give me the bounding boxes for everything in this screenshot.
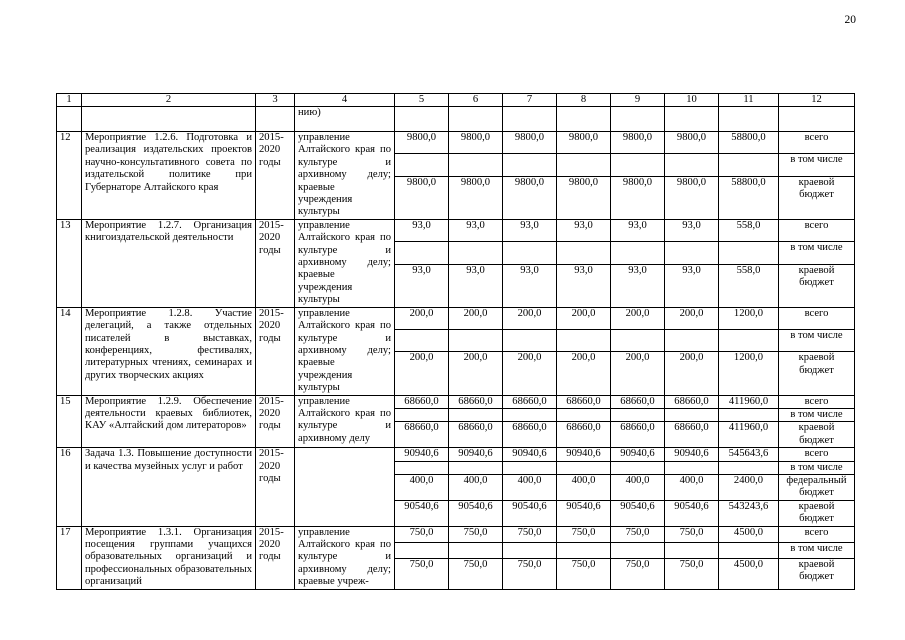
value-cell — [503, 542, 557, 558]
value-cell — [665, 542, 719, 558]
header-cell: 5 — [395, 94, 449, 107]
activity-name: Мероприятие 1.2.6. Подготовка и реализация издательских проектов научно-консультативного совета по издательской политике при Губернаторе Алтайского края — [82, 132, 256, 220]
funding-source: в том числе — [779, 461, 855, 474]
continuation-cell — [395, 107, 449, 132]
value-cell: 750,0 — [611, 526, 665, 542]
funding-source: в том числе — [779, 408, 855, 421]
executor: управление Алтайского края по культуре и архивному делу — [295, 395, 395, 448]
value-cell — [719, 330, 779, 352]
value-cell: 9800,0 — [395, 132, 449, 154]
value-cell — [557, 461, 611, 474]
value-cell: 750,0 — [665, 526, 719, 542]
value-cell — [719, 408, 779, 421]
value-cell: 90940,6 — [503, 448, 557, 461]
value-cell: 750,0 — [503, 558, 557, 589]
value-cell: 1200,0 — [719, 307, 779, 329]
table-row — [57, 395, 855, 408]
continuation-cell — [557, 107, 611, 132]
funding-source: федеральный бюджет — [779, 474, 855, 500]
value-cell: 750,0 — [557, 558, 611, 589]
value-cell: 2400,0 — [719, 474, 779, 500]
value-cell: 750,0 — [503, 526, 557, 542]
header-cell: 8 — [557, 94, 611, 107]
header-cell: 7 — [503, 94, 557, 107]
continuation-cell — [779, 107, 855, 132]
value-cell — [395, 461, 449, 474]
value-cell: 558,0 — [719, 264, 779, 307]
period: 2015-2020 годы — [256, 307, 295, 395]
page-number: 20 — [844, 14, 856, 26]
value-cell: 90940,6 — [395, 448, 449, 461]
value-cell: 9800,0 — [449, 176, 503, 219]
funding-source: всего — [779, 307, 855, 329]
value-cell: 68660,0 — [503, 395, 557, 408]
header-cell: 11 — [719, 94, 779, 107]
value-cell: 9800,0 — [503, 176, 557, 219]
value-cell: 4500,0 — [719, 558, 779, 589]
row-number: 14 — [57, 307, 82, 395]
continuation-cell — [611, 107, 665, 132]
value-cell: 750,0 — [611, 558, 665, 589]
value-cell: 68660,0 — [611, 395, 665, 408]
value-cell: 200,0 — [665, 352, 719, 395]
table-row — [57, 132, 855, 154]
value-cell: 93,0 — [503, 264, 557, 307]
value-cell: 93,0 — [449, 219, 503, 241]
row-number: 16 — [57, 448, 82, 526]
value-cell — [395, 154, 449, 176]
funding-source: краевой бюджет — [779, 176, 855, 219]
executor: управление Алтайского края по культуре и архивному делу; краевые учреждения культуры — [295, 132, 395, 220]
value-cell — [719, 242, 779, 264]
value-cell: 400,0 — [665, 474, 719, 500]
value-cell: 543243,6 — [719, 500, 779, 526]
value-cell — [449, 461, 503, 474]
executor: управление Алтайского края по культуре и архивному делу; краевые учреждения культуры — [295, 307, 395, 395]
continuation-cell — [82, 107, 256, 132]
value-cell: 400,0 — [503, 474, 557, 500]
value-cell: 68660,0 — [665, 395, 719, 408]
value-cell: 93,0 — [395, 219, 449, 241]
value-cell: 90540,6 — [449, 500, 503, 526]
row-number: 13 — [57, 219, 82, 307]
value-cell — [557, 408, 611, 421]
value-cell: 200,0 — [395, 352, 449, 395]
value-cell: 400,0 — [557, 474, 611, 500]
funding-source: краевой бюджет — [779, 500, 855, 526]
value-cell — [719, 542, 779, 558]
funding-source: всего — [779, 395, 855, 408]
value-cell: 750,0 — [395, 558, 449, 589]
value-cell: 68660,0 — [611, 422, 665, 448]
funding-source: в том числе — [779, 542, 855, 558]
value-cell — [449, 542, 503, 558]
period: 2015-2020 годы — [256, 395, 295, 448]
row-number: 12 — [57, 132, 82, 220]
value-cell: 200,0 — [611, 307, 665, 329]
value-cell: 68660,0 — [557, 395, 611, 408]
value-cell: 750,0 — [395, 526, 449, 542]
value-cell: 400,0 — [449, 474, 503, 500]
funding-source: всего — [779, 132, 855, 154]
value-cell: 750,0 — [449, 526, 503, 542]
table-row — [57, 219, 855, 241]
value-cell: 90940,6 — [611, 448, 665, 461]
value-cell — [665, 330, 719, 352]
table-row — [57, 526, 855, 542]
value-cell: 200,0 — [395, 307, 449, 329]
value-cell: 1200,0 — [719, 352, 779, 395]
funding-source: всего — [779, 448, 855, 461]
continuation-cell — [57, 107, 82, 132]
value-cell — [503, 330, 557, 352]
value-cell — [395, 330, 449, 352]
value-cell: 93,0 — [503, 219, 557, 241]
header-cell: 9 — [611, 94, 665, 107]
period: 2015-2020 годы — [256, 219, 295, 307]
value-cell — [719, 461, 779, 474]
value-cell — [503, 154, 557, 176]
value-cell: 750,0 — [449, 558, 503, 589]
header-cell: 12 — [779, 94, 855, 107]
value-cell: 750,0 — [557, 526, 611, 542]
value-cell — [557, 330, 611, 352]
value-cell — [449, 330, 503, 352]
value-cell: 200,0 — [611, 352, 665, 395]
continuation-row — [57, 107, 855, 132]
header-cell: 2 — [82, 94, 256, 107]
value-cell: 200,0 — [503, 307, 557, 329]
value-cell: 93,0 — [557, 219, 611, 241]
value-cell — [395, 242, 449, 264]
value-cell — [611, 242, 665, 264]
continuation-cell — [665, 107, 719, 132]
value-cell: 93,0 — [557, 264, 611, 307]
activity-name: Мероприятие 1.2.7. Организация книгоиздательской деятельности — [82, 219, 256, 307]
value-cell — [665, 242, 719, 264]
funding-source: всего — [779, 219, 855, 241]
value-cell: 200,0 — [449, 307, 503, 329]
value-cell: 411960,0 — [719, 395, 779, 408]
header-cell: 4 — [295, 94, 395, 107]
activity-name: Мероприятие 1.3.1. Организация посещения группами учащихся образовательных организаций и профессиональных образовательных организаций — [82, 526, 256, 589]
value-cell: 750,0 — [665, 558, 719, 589]
value-cell — [395, 542, 449, 558]
value-cell: 68660,0 — [449, 395, 503, 408]
value-cell: 90540,6 — [611, 500, 665, 526]
funding-source: в том числе — [779, 242, 855, 264]
value-cell — [449, 408, 503, 421]
value-cell: 200,0 — [449, 352, 503, 395]
table-row — [57, 448, 855, 461]
funding-source: в том числе — [779, 330, 855, 352]
executor — [295, 448, 395, 526]
continuation-cell — [256, 107, 295, 132]
funding-source: в том числе — [779, 154, 855, 176]
activity-name: Мероприятие 1.2.9. Обеспечение деятельности краевых библиотек, КАУ «Алтайский дом литераторов» — [82, 395, 256, 448]
value-cell — [665, 461, 719, 474]
value-cell: 9800,0 — [557, 132, 611, 154]
value-cell: 4500,0 — [719, 526, 779, 542]
value-cell: 9800,0 — [449, 132, 503, 154]
value-cell: 411960,0 — [719, 422, 779, 448]
header-cell: 3 — [256, 94, 295, 107]
value-cell: 400,0 — [395, 474, 449, 500]
period: 2015-2020 годы — [256, 132, 295, 220]
table-row — [57, 307, 855, 329]
value-cell: 545643,6 — [719, 448, 779, 461]
value-cell: 400,0 — [611, 474, 665, 500]
value-cell — [395, 408, 449, 421]
funding-source: краевой бюджет — [779, 352, 855, 395]
header-row — [57, 94, 855, 107]
value-cell — [611, 408, 665, 421]
value-cell — [665, 408, 719, 421]
value-cell: 93,0 — [611, 264, 665, 307]
value-cell: 200,0 — [557, 352, 611, 395]
continuation-cell — [503, 107, 557, 132]
value-cell: 58800,0 — [719, 176, 779, 219]
program-table — [56, 93, 855, 590]
funding-source: всего — [779, 526, 855, 542]
value-cell: 90940,6 — [449, 448, 503, 461]
value-cell — [611, 154, 665, 176]
value-cell: 90540,6 — [503, 500, 557, 526]
value-cell — [719, 154, 779, 176]
period: 2015-2020 годы — [256, 448, 295, 526]
value-cell — [503, 242, 557, 264]
value-cell: 68660,0 — [395, 422, 449, 448]
value-cell: 90540,6 — [665, 500, 719, 526]
value-cell — [449, 242, 503, 264]
header-cell: 1 — [57, 94, 82, 107]
value-cell: 9800,0 — [611, 176, 665, 219]
value-cell: 90540,6 — [395, 500, 449, 526]
value-cell: 9800,0 — [611, 132, 665, 154]
value-cell: 9800,0 — [395, 176, 449, 219]
activity-name: Мероприятие 1.2.8. Участие делегаций, а также отдельных писателей в выставках, конференциях, фестивалях, литературных чтениях, семинарах и других творческих акциях — [82, 307, 256, 395]
period: 2015-2020 годы — [256, 526, 295, 589]
value-cell: 200,0 — [665, 307, 719, 329]
value-cell: 68660,0 — [503, 422, 557, 448]
funding-source: краевой бюджет — [779, 558, 855, 589]
value-cell — [557, 242, 611, 264]
value-cell — [611, 461, 665, 474]
value-cell: 93,0 — [449, 264, 503, 307]
value-cell: 200,0 — [557, 307, 611, 329]
value-cell — [611, 330, 665, 352]
value-cell: 90940,6 — [557, 448, 611, 461]
value-cell: 68660,0 — [665, 422, 719, 448]
continuation-cell — [449, 107, 503, 132]
value-cell — [503, 408, 557, 421]
value-cell: 9800,0 — [665, 176, 719, 219]
continuation-cell — [719, 107, 779, 132]
value-cell: 9800,0 — [557, 176, 611, 219]
executor: управление Алтайского края по культуре и архивному делу; краевые учреждения культуры — [295, 219, 395, 307]
value-cell: 93,0 — [665, 264, 719, 307]
row-number: 15 — [57, 395, 82, 448]
funding-source: краевой бюджет — [779, 264, 855, 307]
value-cell: 90540,6 — [557, 500, 611, 526]
value-cell — [557, 154, 611, 176]
value-cell: 68660,0 — [395, 395, 449, 408]
value-cell: 68660,0 — [557, 422, 611, 448]
row-number: 17 — [57, 526, 82, 589]
value-cell: 93,0 — [665, 219, 719, 241]
value-cell: 58800,0 — [719, 132, 779, 154]
value-cell — [449, 154, 503, 176]
funding-source: краевой бюджет — [779, 422, 855, 448]
header-cell: 10 — [665, 94, 719, 107]
value-cell: 9800,0 — [503, 132, 557, 154]
continuation-executor: нию) — [295, 107, 395, 132]
value-cell: 558,0 — [719, 219, 779, 241]
value-cell: 68660,0 — [449, 422, 503, 448]
value-cell — [611, 542, 665, 558]
value-cell — [665, 154, 719, 176]
value-cell — [503, 461, 557, 474]
value-cell — [557, 542, 611, 558]
value-cell: 200,0 — [503, 352, 557, 395]
header-cell: 6 — [449, 94, 503, 107]
value-cell: 9800,0 — [665, 132, 719, 154]
value-cell: 90940,6 — [665, 448, 719, 461]
value-cell: 93,0 — [395, 264, 449, 307]
activity-name: Задача 1.3. Повышение доступности и качества музейных услуг и работ — [82, 448, 256, 526]
executor: управление Алтайского края по культуре и архивному делу; краевые учреж- — [295, 526, 395, 589]
value-cell: 93,0 — [611, 219, 665, 241]
